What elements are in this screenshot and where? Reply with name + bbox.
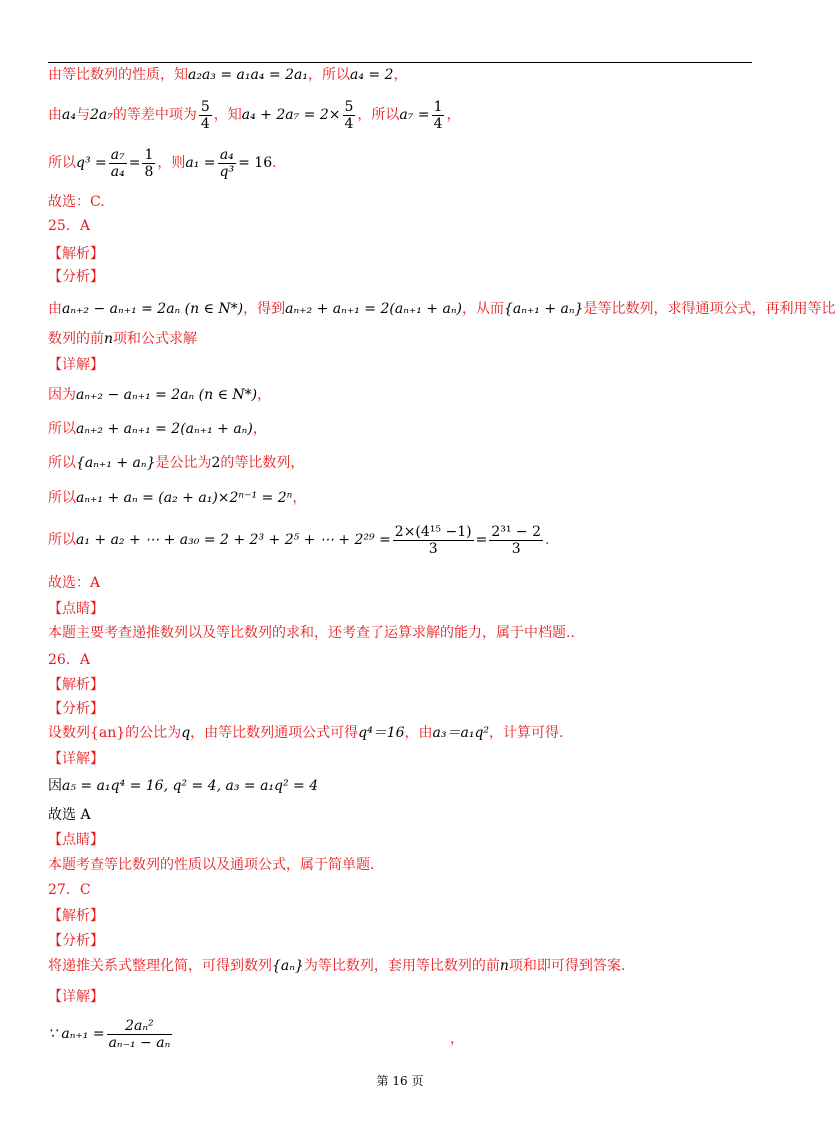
fraction: $\frac{5}{4}$ [344,98,354,132]
fraction: $\frac{1}{4}$ [433,98,443,132]
text-line: 因为aₙ₊₂ − aₙ₊₁ = 2aₙ (n ∈ N*)， [48,387,272,403]
trailing-comma: ， [450,1031,464,1047]
question-number: 25．A [48,218,90,234]
answer-text: 故选 A [48,807,91,823]
fraction: $\frac{1}{8}$ [144,146,154,180]
section-heading: 【点睛】 [48,832,104,848]
section-heading: 【详解】 [48,989,104,1005]
fraction: $\frac{\text{a₄}}{\text{q³}}$ [219,146,235,180]
text-line: 由等比数列的性质，知a₂a₃ = a₁a₄ = 2a₁，所以a₄ = 2， [48,67,408,83]
answer-text: 故选：C. [48,194,105,210]
fraction: $\frac{\text{a₇}}{\text{a₄}}$ [110,146,125,180]
section-heading: 【详解】 [48,357,104,373]
fraction: $\frac{5}{4}$ [200,98,210,132]
text-line: 由a₄与2a₇的等差中项为 $\frac{5}{4}$ ，知a₄ + 2a₇ = 2× $\frac{5}{4}$ ，所以a₇ = $\frac{1}{4}$ ， [48,98,461,132]
comment-text: 本题主要考查递推数列以及等比数列的求和，还考查了运算求解的能力，属于中档题.. [48,625,575,641]
text-line: 由aₙ₊₂ − aₙ₊₁ = 2aₙ (n ∈ N*)，得到aₙ₊₂ + aₙ₊₁ = 2(aₙ₊₁ + aₙ)，从而{aₙ₊₁ + aₙ}是等比数列，求得通项公式，再利用等比 [48,301,835,317]
text-line: 所以a₁ + a₂ + ⋯ + a₃₀ = 2 + 2³ + 2⁵ + ⋯ + 2²⁹ = $\frac{\text{2×(4¹⁵ −1)}}{3}$ = $\frac{\text{2³¹ − 2}}{3}$ . [48,523,550,557]
fraction: $\frac{\text{2×(4¹⁵ −1)}}{3}$ [394,523,472,557]
section-heading: 【解析】 [48,677,104,693]
text-line: 所以q³ = $\frac{\text{a₇}}{\text{a₄}}$ = $\frac{1}{8}$ ，则a₁ = $\frac{\text{a₄}}{\text{q³}}$ = 16. [48,146,277,180]
section-heading: 【分析】 [48,701,104,717]
answer-text: 故选：A [48,575,101,591]
section-heading: 【分析】 [48,933,104,949]
fraction: $\frac{\text{2³¹ − 2}}{3}$ [491,523,541,557]
text-line: 所以aₙ₊₁ + aₙ = (a₂ + a₁)×2ⁿ⁻¹ = 2ⁿ， [48,490,307,506]
page-footer: 第 16 页 [376,1074,424,1088]
text-line: 设数列{an}的公比为q，由等比数列通项公式可得q⁴＝16，由a₃＝a₁q²，计算可得. [48,725,564,741]
text-line: 数列的前n项和公式求解 [48,331,198,347]
text-line: 将递推关系式整理化简，可得到数列{aₙ}为等比数列，套用等比数列的前n项和即可得到答案. [48,958,626,974]
text-line: ∵ aₙ₊₁ = $\frac{\text{2aₙ²}}{\text{aₙ₋₁ − aₙ}}$ [48,1017,171,1051]
text-line: 所以{aₙ₊₁ + aₙ}是公比为2的等比数列， [48,455,305,471]
section-heading: 【解析】 [48,246,104,262]
question-number: 27．C [48,882,91,898]
section-heading: 【解析】 [48,908,104,924]
text-line: 因a₅ = a₁q⁴ = 16, q² = 4, a₃ = a₁q² = 4 [48,778,319,794]
header-rule [48,62,752,63]
comment-text: 本题考查等比数列的性质以及通项公式，属于简单题. [48,857,375,873]
section-heading: 【分析】 [48,269,104,285]
question-number: 26．A [48,652,90,668]
section-heading: 【点睛】 [48,601,104,617]
text-line: 所以aₙ₊₂ + aₙ₊₁ = 2(aₙ₊₁ + aₙ)， [48,421,267,437]
section-heading: 【详解】 [48,751,104,767]
fraction: $\frac{\text{2aₙ²}}{\text{aₙ₋₁ − aₙ}}$ [108,1017,171,1051]
